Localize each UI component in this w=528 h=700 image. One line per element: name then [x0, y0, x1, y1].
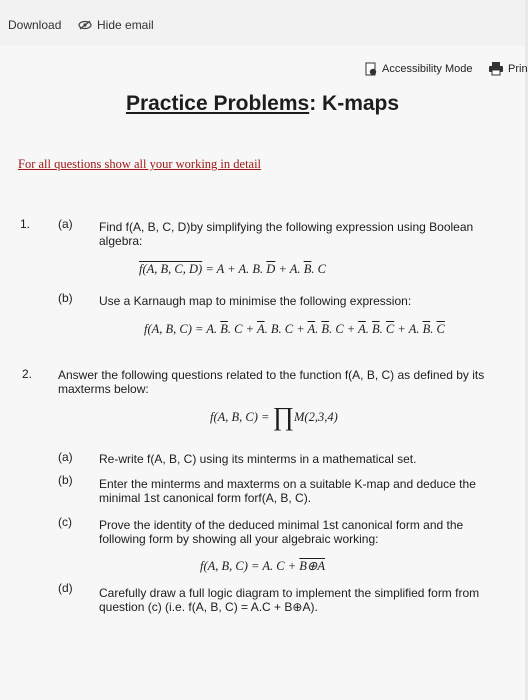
- hide-email-label: Hide email: [97, 18, 154, 32]
- instruction-text: For all questions show all your working in detail: [18, 157, 262, 171]
- q2-maxterm-expression: f(A, B, C) = ∏M(2,3,4): [210, 402, 338, 431]
- q2d-label: (d): [58, 581, 73, 595]
- accessibility-icon: [364, 62, 378, 76]
- q1-number: 1.: [20, 217, 31, 231]
- q2b-line2: minimal 1st canonical form forf(A, B, C).: [99, 491, 312, 505]
- print-label: Prin: [508, 62, 528, 75]
- print-button[interactable]: [488, 62, 528, 75]
- q1b-expression: f(A, B, C) = A. $\overline{B}$. $C + \overline{A}$. B. $C + \overline{A}$. $\overline{B}$. $C + \overline{A}$. $\overline{B}$. $\overline{C} + A$. $\overline{B}$. $\overline{C}$: [144, 322, 445, 336]
- q1b-label: (b): [58, 291, 73, 305]
- q2b-line1: Enter the minterms and maxterms on a suitable K-map and deduce the: [99, 477, 476, 491]
- q2-intro-line1: Answer the following questions related to the function f(A, B, C) as defined by its: [58, 368, 485, 382]
- q1a-line1: Find f(A, B, C, D)by simplifying the following expression using Boolean: [99, 220, 474, 234]
- title-main: Practice Problems: [125, 92, 310, 115]
- q2c-expression: f(A, B, C) = A. C + B⊕A: [200, 559, 326, 573]
- q2c-label: (c): [58, 515, 72, 529]
- title-suffix: : K-maps: [309, 92, 400, 115]
- download-link[interactable]: [8, 18, 61, 32]
- q2b-label: (b): [58, 473, 73, 487]
- hide-email-link[interactable]: [78, 18, 154, 32]
- printer-icon: [488, 62, 504, 75]
- q2-intro-line2: maxterms below:: [58, 382, 149, 396]
- download-label: Download: [8, 18, 62, 32]
- q1b-text: Use a Karnaugh map to minimise the following expression:: [99, 294, 412, 308]
- eye-slash-icon: [78, 20, 92, 30]
- q2d-line1: Carefully draw a full logic diagram to implement the simplified form from: [99, 586, 480, 600]
- accessibility-label: Accessibility Mode: [382, 63, 473, 75]
- q1a-expression: f(A, B, C, D) = A + A. B. $\overline{D} + A$. $\overline{B}$. C: [139, 262, 326, 276]
- q2d-line2: question (c) (i.e. f(A, B, C) = A.C + B⊕A).: [99, 600, 318, 614]
- q2a-label: (a): [58, 450, 73, 464]
- q1a-label: (a): [58, 217, 73, 231]
- accessibility-mode-button[interactable]: [364, 62, 472, 76]
- q2c-line1: Prove the identity of the deduced minimal 1st canonical form and the: [99, 518, 464, 532]
- q1a-line2: algebra:: [99, 234, 143, 248]
- top-bar: [0, 0, 525, 46]
- q2c-line2: following form by showing all your algebraic working:: [99, 532, 379, 546]
- q2-number: 2.: [22, 367, 33, 381]
- q2a-text: Re-write f(A, B, C) using its minterms in a mathematical set.: [99, 452, 417, 466]
- page-title: [0, 92, 525, 116]
